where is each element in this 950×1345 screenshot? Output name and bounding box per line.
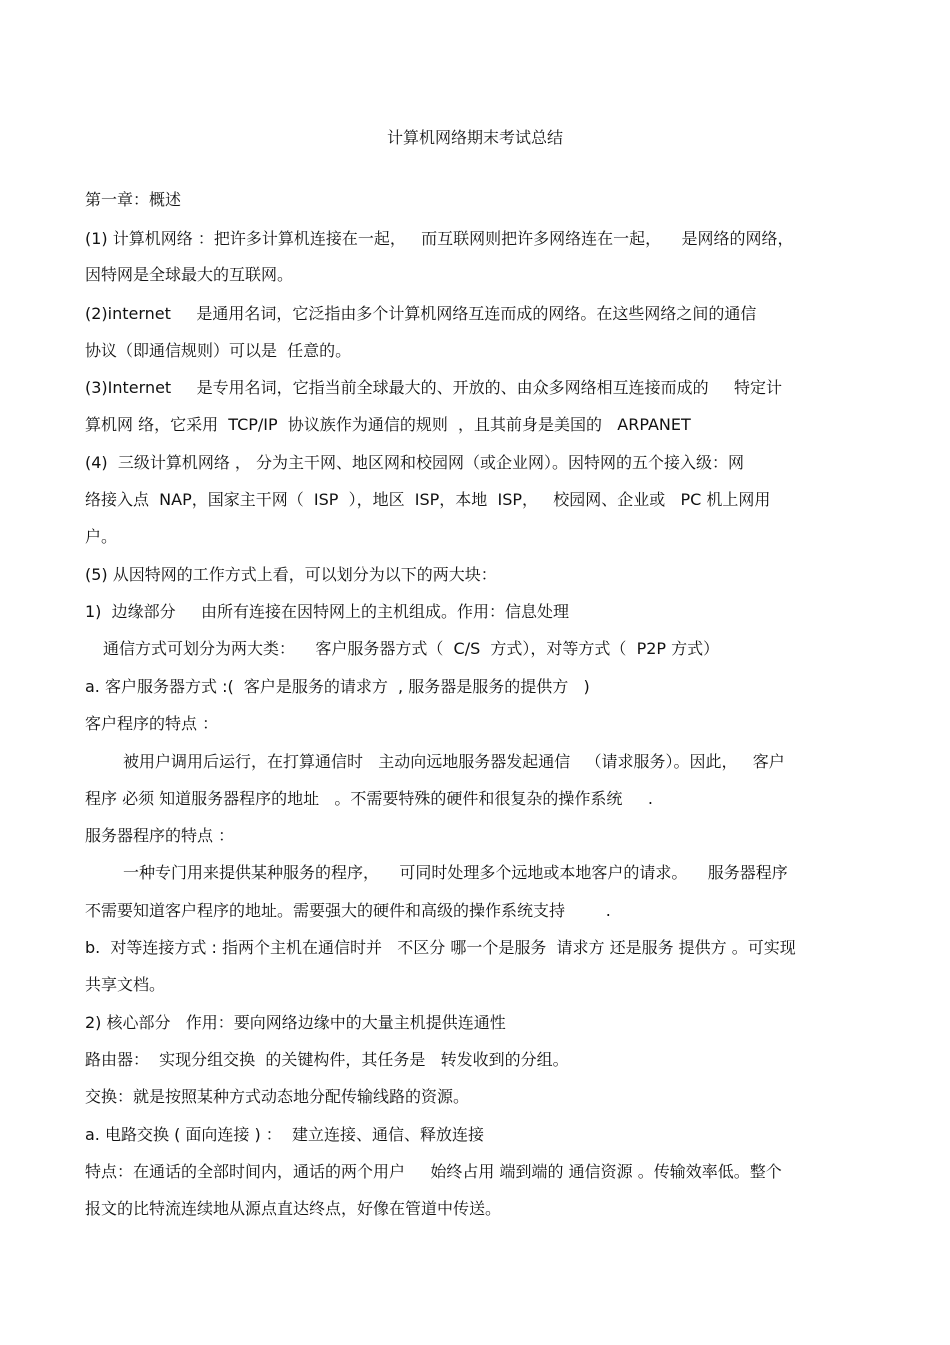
paragraph-line: (1) 计算机网络 ：把许多计算机连接在一起， 而互联网则把许多网络连在一起， 是网络的网络， [85, 229, 794, 248]
paragraph-line: (2)internet 是通用名词，它泛指由多个计算机网络互连而成的网络。在这些网络之间的通信 [85, 304, 757, 323]
paragraph-line: 路由器： 实现分组交换 的关键构件，其任务是 转发收到的分组。 [85, 1050, 569, 1069]
document-title: 计算机网络期末考试总结 [386, 128, 563, 147]
paragraph-line: a. 电路交换 ( 面向连接 ) ： 建立连接、通信、释放连接 [85, 1125, 484, 1144]
paragraph-line: 协议（即通信规则）可以是 任意的。 [85, 341, 352, 360]
paragraph-line: 1) 边缘部分 由所有连接在因特网上的主机组成。作用：信息处理 [85, 602, 570, 621]
paragraph-line: 户。 [85, 527, 118, 546]
paragraph-line: 一种专门用来提供某种服务的程序， 可同时处理多个远地或本地客户的请求。 服务器程序 [123, 863, 788, 882]
paragraph-line: 服务器程序的特点 ： [85, 826, 235, 845]
paragraph-line: 程序 必须 知道服务器程序的地址 。不需要特殊的硬件和很复杂的操作系统 . [85, 789, 653, 808]
paragraph-line: (5) 从因特网的工作方式上看，可以划分为以下的两大块： [85, 565, 497, 584]
paragraph-line: 算机网 络，它采用 TCP/IP 协议族作为通信的规则 ，且其前身是美国的 ARPANET [85, 415, 691, 434]
chapter-heading: 第一章：概述 [85, 190, 182, 209]
paragraph-line: 特点：在通话的全部时间内，通话的两个用户 始终占用 端到端的 通信资源 。传输效率低。整个 [85, 1162, 782, 1181]
paragraph-line: 通信方式可划分为两大类： 客户服务器方式（ C/S 方式），对等方式（ P2P 方式） [103, 639, 720, 658]
paragraph-line: 2) 核心部分 作用：要向网络边缘中的大量主机提供连通性 [85, 1013, 506, 1032]
paragraph-line: 被用户调用后运行，在打算通信时 主动向远地服务器发起通信 （请求服务）。因此， 客户 [123, 752, 785, 771]
paragraph-line: b. 对等连接方式 : 指两个主机在通信时并 不区分 哪一个是服务 请求方 还是服务 提供方 。可实现 [85, 938, 796, 957]
paragraph-line: 客户程序的特点 ： [85, 714, 219, 733]
paragraph-line: (3)Internet 是专用名词，它指当前全球最大的、开放的、由众多网络相互连接而成的 特定计 [85, 378, 783, 397]
paragraph-line: 不需要知道客户程序的地址。需要强大的硬件和高级的操作系统支持 . [85, 901, 611, 920]
paragraph-line: 共享文档。 [85, 975, 166, 994]
paragraph-line: 络接入点 NAP，国家主干网（ ISP ），地区 ISP，本地 ISP， 校园网、企业或 PC 机上网用 [85, 490, 771, 509]
paragraph-line: 交换：就是按照某种方式动态地分配传输线路的资源。 [85, 1087, 470, 1106]
paragraph-line: 报文的比特流连续地从源点直达终点，好像在管道中传送。 [85, 1199, 502, 1218]
paragraph-line: 因特网是全球最大的互联网。 [85, 265, 294, 284]
paragraph-line: a. 客户服务器方式 :( 客户是服务的请求方 , 服务器是服务的提供方 ) [85, 677, 590, 696]
paragraph-line: (4) 三级计算机网络 ， 分为主干网、地区网和校园网（或企业网）。因特网的五个接入级：网 [85, 453, 745, 472]
